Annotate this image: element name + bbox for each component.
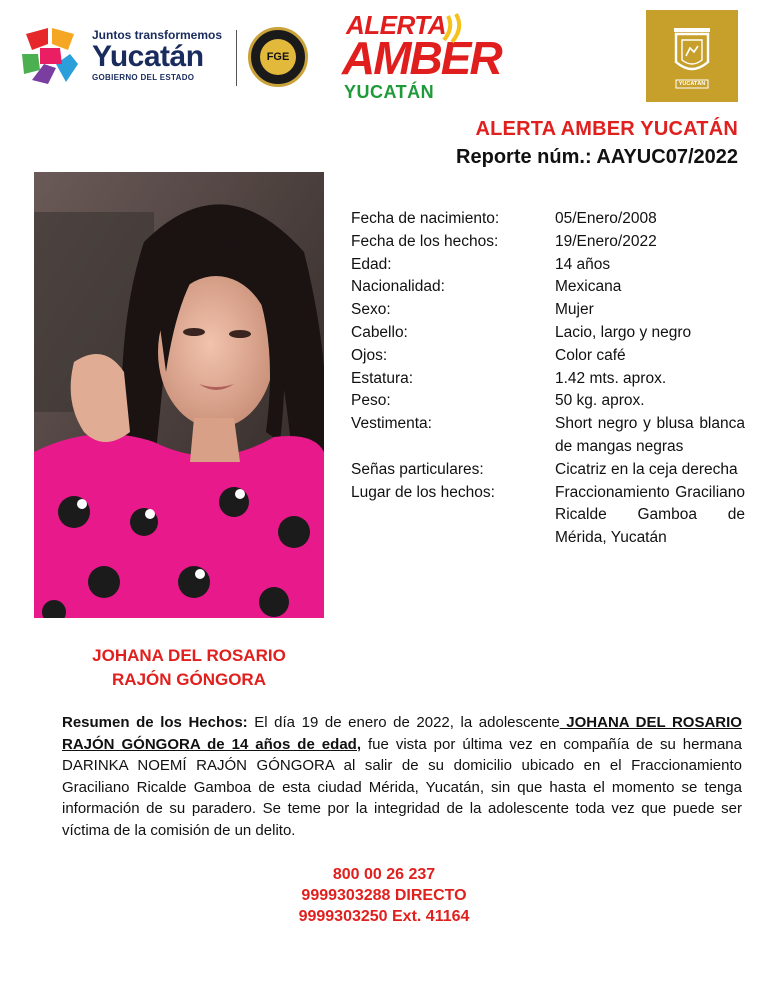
name-line-2: RAJÓN GÓNGORA	[112, 670, 266, 689]
alerta-amber-logo	[340, 8, 501, 104]
detail-label: Señas particulares:	[351, 460, 484, 478]
detail-label: Ojos:	[351, 346, 388, 364]
detail-value: Mujer	[555, 301, 594, 319]
amber-logo-line2: AMBER	[342, 32, 501, 84]
detail-value: Fraccionamiento Graciliano Ricalde Gamboa de Mérida, Yucatán	[555, 483, 745, 547]
gov-tagline: Juntos transformemos	[92, 28, 223, 42]
detail-row	[351, 299, 745, 322]
missing-person-name	[34, 644, 344, 692]
detail-row	[351, 390, 745, 413]
detail-value: 05/Enero/2008	[555, 210, 657, 227]
detail-value: 1.42 mts. aprox.	[555, 369, 667, 387]
detail-row	[351, 413, 745, 459]
detail-value: Color café	[555, 346, 626, 364]
detail-label: Lugar de los hechos:	[351, 483, 495, 501]
phone-number: 800 00 26 237	[332, 866, 436, 883]
fge-label: FGE	[260, 39, 296, 75]
detail-row	[351, 368, 745, 391]
detail-value: Mexicana	[555, 278, 622, 296]
crest-icon	[646, 10, 738, 102]
fge-seal-logo	[248, 27, 308, 87]
detail-value: 19/Enero/2022	[555, 232, 657, 250]
detail-value: Lacio, largo y negro	[555, 323, 692, 341]
crest-caption: YUCATÁN	[678, 81, 706, 87]
details-table	[351, 208, 745, 550]
detail-row	[351, 322, 745, 345]
amber-logo-line1: ALERTA	[346, 10, 447, 40]
detail-label: Fecha de nacimiento:	[351, 210, 500, 227]
signal-waves-icon	[440, 10, 466, 50]
detail-label: Nacionalidad:	[351, 278, 445, 296]
report-number: Reporte núm.: AAYUC07/2022	[456, 146, 738, 168]
missing-person-photo	[34, 172, 324, 618]
yucatan-crest-logo	[646, 10, 738, 102]
detail-value: Short negro y blusa blanca de mangas negras	[555, 415, 745, 455]
detail-label: Peso:	[351, 392, 391, 410]
gov-name: Yucatán	[92, 40, 204, 73]
summary-paragraph	[62, 712, 742, 841]
name-line-1: JOHANA DEL ROSARIO	[92, 646, 286, 665]
detail-row	[351, 345, 745, 368]
summary-heading: Resumen de los Hechos:	[62, 714, 248, 731]
summary-text-b: fue vista por última vez en compañía de su hermana DARINKA NOEMÍ RAJÓN GÓNGORA al salir de su domicilio ubicado en el Fraccionamiento Graciliano Ricalde Gamboa de esta ciudad Mérida, Yucatán, sin que hasta el momento se tenga información de su paradero. Se teme por la integridad de la adolescente toda vez que puede ser víctima de la comisión de un delito.	[62, 735, 742, 839]
detail-value: Cicatriz en la ceja derecha	[555, 460, 738, 478]
alert-title: ALERTA AMBER YUCATÁN	[475, 118, 738, 140]
phone-number: 9999303250 Ext. 41164	[298, 908, 470, 925]
detail-row	[351, 208, 745, 231]
summary-text-a: El día 19 de enero de 2022, la adolescente	[247, 714, 560, 731]
amber-logo-line3: YUCATÁN	[344, 82, 435, 102]
detail-row	[351, 482, 745, 550]
yucatan-government-logo	[18, 24, 238, 90]
detail-label: Vestimenta:	[351, 415, 432, 433]
phone-number: 9999303288 DIRECTO	[301, 887, 467, 904]
yucatan-mark-icon	[18, 24, 82, 88]
detail-row	[351, 276, 745, 299]
detail-label: Estatura:	[351, 369, 414, 387]
summary-emphasis: JOHANA DEL ROSARIO RAJÓN GÓNGORA de 14 años de edad,	[62, 714, 742, 753]
detail-row	[351, 459, 745, 482]
detail-label: Edad:	[351, 255, 392, 273]
detail-row	[351, 254, 745, 277]
detail-label: Sexo:	[351, 301, 391, 319]
detail-label: Cabello:	[351, 323, 408, 341]
detail-row	[351, 231, 745, 254]
detail-value: 50 kg. aprox.	[555, 392, 645, 410]
contact-phones	[0, 864, 768, 927]
header-divider	[236, 30, 237, 86]
detail-value: 14 años	[555, 255, 611, 273]
gov-subtitle: GOBIERNO DEL ESTADO	[92, 73, 195, 82]
detail-label: Fecha de los hechos:	[351, 232, 499, 250]
